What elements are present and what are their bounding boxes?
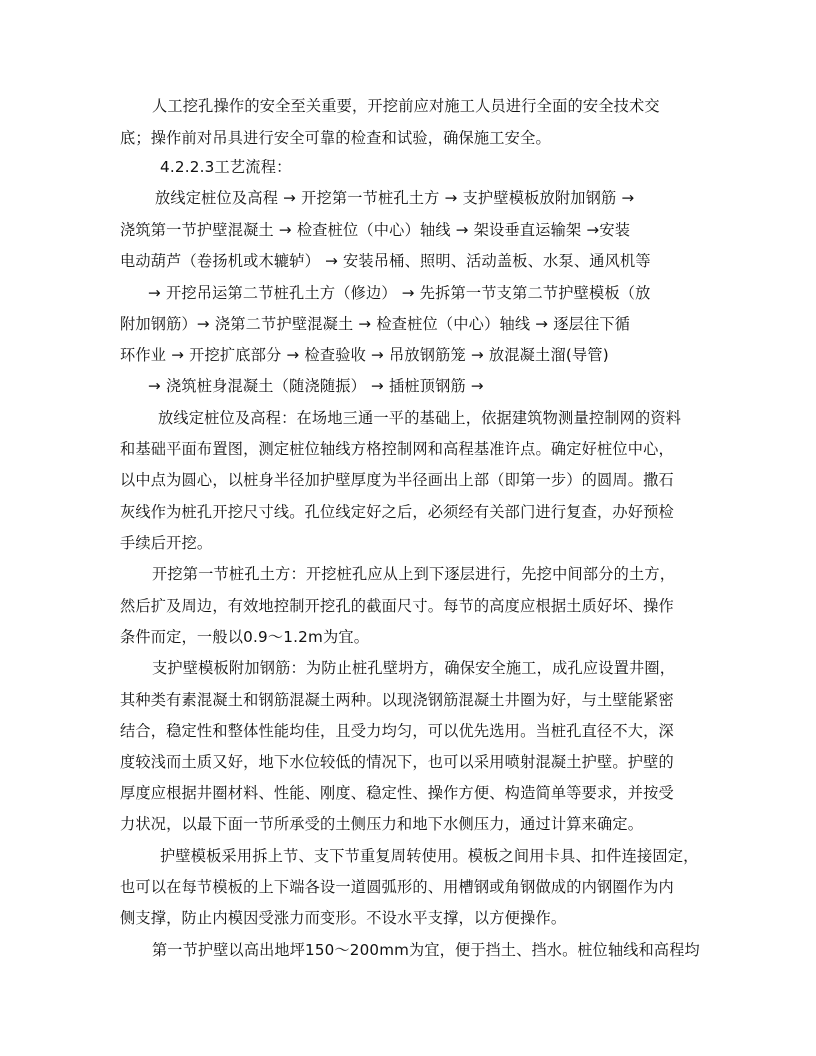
layout-setting-line-1: 放线定桩位及高程：在场地三通一平的基础上，依据建筑物测量控制网的资料 xyxy=(158,409,682,427)
first-excavation-line-3: 条件而定，一般以0.9～1.2m为宜。 xyxy=(120,628,370,646)
layout-setting-line-4: 灰线作为桩孔开挖尺寸线。孔位线定好之后，必须经有关部门进行复查，办好预检 xyxy=(120,503,674,521)
layout-setting-line-3: 以中点为圆心，以桩身半径加护壁厚度为半径画出上部（即第一步）的圆周。撒石 xyxy=(120,471,674,489)
retaining-wall-line-5: 厚度应根据井圈材料、性能、刚度、稳定性、操作方便、构造简单等要求，并按受 xyxy=(120,784,674,802)
process-flow-line-3: 电动葫芦（卷扬机或木辘轳） → 安装吊桶、照明、活动盖板、水泵、通风机等 xyxy=(120,252,651,270)
layout-setting-line-5: 手续后开挖。 xyxy=(120,534,213,552)
retaining-wall-line-2: 其种类有素混凝土和钢筋混凝土两种。以现浇钢筋混凝土井圈为好，与土壁能紧密 xyxy=(120,691,674,709)
layout-setting-line-2: 和基础平面布置图，测定桩位轴线方格控制网和高程基准许点。确定好桩位中心， xyxy=(120,440,674,458)
section-heading: 4.2.2.3工艺流程： xyxy=(160,158,292,176)
first-wall-line-1: 第一节护壁以高出地坪150～200mm为宜，便于挡土、挡水。桩位轴线和高程均 xyxy=(152,941,700,959)
formwork-line-3: 侧支撑，防止内模因受涨力而变形。不设水平支撑，以方便操作。 xyxy=(120,909,567,927)
process-flow-line-4: → 开挖吊运第二节桩孔土方（修边） → 先拆第一节支第二节护壁模板（放 xyxy=(148,284,651,302)
process-flow-line-6: 环作业 → 开挖扩底部分 → 检查验收 → 吊放钢筋笼 → 放混凝土溜(导管) xyxy=(120,346,609,364)
process-flow-line-7: → 浇筑桩身混凝土（随浇随振） → 插桩顶钢筋 → xyxy=(148,377,484,395)
process-flow-line-5: 附加钢筋）→ 浇第二节护壁混凝土 → 检查桩位（中心）轴线 → 逐层往下循 xyxy=(120,315,631,333)
formwork-line-2: 也可以在每节模板的上下端各设一道圆弧形的、用槽钢或角钢做成的内钢圈作为内 xyxy=(120,878,674,896)
formwork-line-1: 护壁模板采用拆上节、支下节重复周转使用。模板之间用卡具、扣件连接固定， xyxy=(160,847,699,865)
first-excavation-line-2: 然后扩及周边，有效地控制开挖孔的截面尺寸。每节的高度应根据土质好坏、操作 xyxy=(120,597,674,615)
process-flow-line-1: 放线定桩位及高程 → 开挖第一节桩孔土方 → 支护壁模板放附加钢筋 → xyxy=(155,189,635,207)
intro-line-2: 底；操作前对吊具进行安全可靠的检查和试验，确保施工安全。 xyxy=(120,129,551,147)
retaining-wall-line-4: 度较浅而土质又好，地下水位较低的情况下，也可以采用喷射混凝土护壁。护壁的 xyxy=(120,753,674,771)
process-flow-line-2: 浇筑第一节护壁混凝土 → 检查桩位（中心）轴线 → 架设垂直运输架 →安装 xyxy=(120,221,631,239)
retaining-wall-line-6: 力状况，以最下面一节所承受的土侧压力和地下水侧压力，通过计算来确定。 xyxy=(120,815,644,833)
first-excavation-line-1: 开挖第一节桩孔土方：开挖桩孔应从上到下逐层进行，先挖中间部分的土方， xyxy=(152,565,676,583)
retaining-wall-line-3: 结合，稳定性和整体性能均佳，且受力均匀，可以优先选用。当桩孔直径不大，深 xyxy=(120,722,674,740)
intro-line-1: 人工挖孔操作的安全至关重要，开挖前应对施工人员进行全面的安全技术交 xyxy=(152,97,660,115)
retaining-wall-line-1: 支护壁模板附加钢筋：为防止桩孔壁坍方，确保安全施工，成孔应设置井圈， xyxy=(152,659,676,677)
